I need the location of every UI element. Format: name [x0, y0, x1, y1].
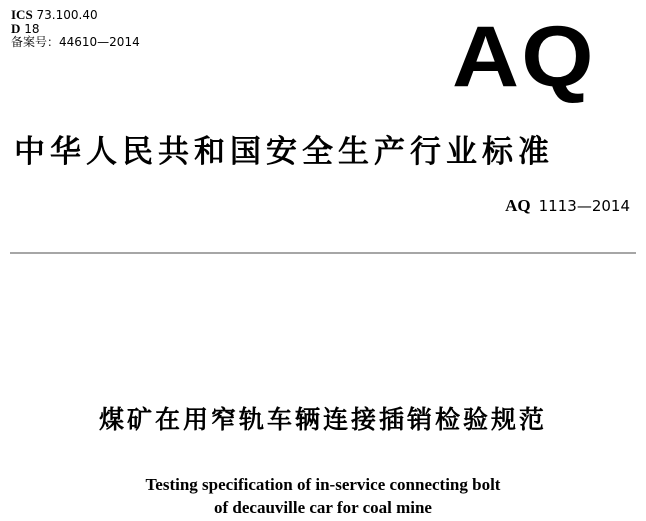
document-title-en-line2: of decauville car for coal mine	[214, 498, 432, 517]
record-number: 备案号：44610—2014	[11, 35, 140, 49]
class-value: 18	[24, 22, 40, 36]
document-title-en-line1: Testing specification of in-service connecting bolt	[145, 475, 501, 494]
standard-prefix: AQ	[505, 196, 531, 215]
document-title-cn: 煤矿在用窄轨车辆连接插销检验规范	[98, 405, 547, 434]
aq-logo: AQ	[452, 9, 596, 105]
standard-type-heading: 中华人民共和国安全生产行业标准	[14, 134, 554, 170]
ics-value: 73.100.40	[36, 8, 98, 22]
class-label: D	[11, 21, 21, 36]
divider	[10, 252, 636, 254]
ics-label: ICS	[11, 7, 33, 22]
standard-code: 1113—2014	[538, 197, 630, 215]
standard-number	[505, 196, 630, 216]
